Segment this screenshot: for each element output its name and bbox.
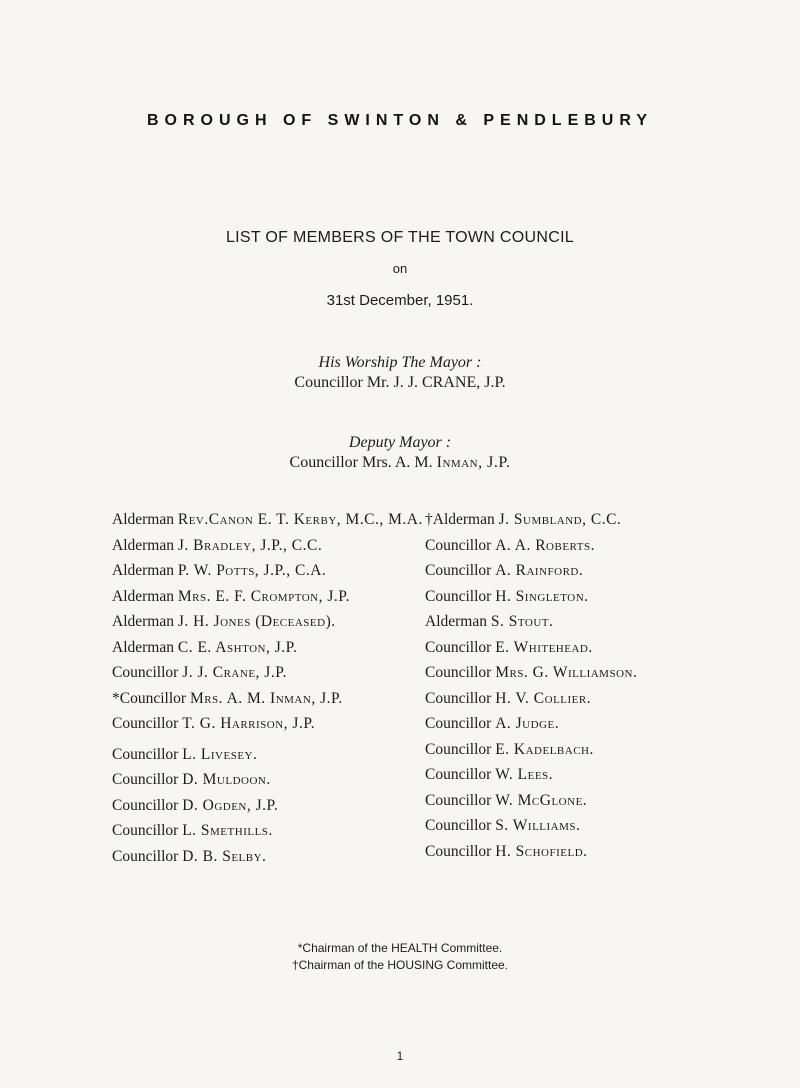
member-row — [112, 660, 423, 686]
member-row — [425, 686, 637, 712]
member-name: Rev.Canon E. T. Kerby, M.C., M.A. — [177, 511, 423, 528]
member-row — [112, 793, 423, 819]
member-title: Councillor — [425, 562, 492, 579]
member-name: H. Singleton. — [495, 587, 589, 605]
member-row — [425, 813, 637, 839]
members-right-column — [425, 507, 637, 864]
member-name: L. Smethills. — [182, 822, 273, 839]
deputy-mayor-block — [0, 434, 800, 472]
footnote-health: *Chairman of the HEALTH Committee. — [297, 941, 503, 955]
member-row — [425, 762, 637, 788]
member-title: Councillor — [425, 766, 492, 783]
member-title: Councillor — [112, 771, 179, 788]
deputy-mayor-name: Inman, J.P. — [436, 454, 511, 471]
member-name: A. A. Roberts. — [495, 536, 595, 554]
member-title: Councillor — [112, 796, 179, 814]
member-title: Councillor — [112, 664, 179, 681]
member-name: J. J. Crane, J.P. — [182, 664, 287, 681]
member-name: C. E. Ashton, J.P. — [177, 638, 298, 656]
member-name: E. Kadelbach. — [495, 740, 594, 758]
member-name: D. Ogden, J.P. — [182, 796, 279, 814]
member-row — [425, 711, 637, 737]
member-title: Councillor — [425, 638, 492, 656]
member-title: †Alderman — [425, 511, 495, 528]
member-row — [425, 788, 637, 814]
member-row — [112, 635, 423, 661]
member-title: Councillor — [425, 740, 492, 758]
member-title: Alderman — [112, 511, 174, 528]
member-name: W. Lees. — [495, 766, 554, 783]
mayor-line — [0, 374, 800, 392]
member-row — [425, 839, 637, 865]
member-row — [425, 609, 637, 635]
page-number: 1 — [396, 1049, 404, 1063]
mayor-name: CRANE, J.P. — [421, 374, 506, 391]
member-title: Councillor — [425, 715, 492, 732]
member-name: J. Sumbland, C.C. — [498, 511, 622, 528]
member-name: D. Muldoon. — [182, 771, 271, 788]
member-title: Councillor — [425, 587, 492, 605]
mayor-block — [0, 354, 800, 392]
on-label: on — [392, 261, 408, 276]
member-row — [425, 737, 637, 763]
member-row — [112, 686, 423, 712]
member-name: Mrs. A. M. Inman, J.P. — [189, 689, 343, 707]
member-name: W. McGlone. — [495, 791, 588, 809]
member-title: Alderman — [112, 638, 174, 656]
member-title: Councillor — [425, 689, 492, 707]
member-name: L. Livesey. — [182, 745, 258, 763]
member-title: *Councillor — [112, 689, 187, 707]
footnote-housing: †Chairman of the HOUSING Committee. — [291, 958, 509, 972]
borough-heading: BOROUGH OF SWINTON & PENDLEBURY — [146, 112, 653, 129]
member-title: Councillor — [112, 745, 179, 763]
member-name: J. H. Jones (Deceased). — [177, 613, 336, 630]
member-row — [112, 767, 423, 793]
member-title: Councillor — [112, 847, 179, 865]
member-title: Alderman — [112, 587, 174, 605]
mayor-role: His Worship The Mayor : — [318, 354, 482, 371]
deputy-mayor-line — [0, 454, 800, 472]
member-row — [112, 533, 423, 559]
member-name: S. Williams. — [495, 817, 581, 834]
list-title: LIST OF MEMBERS OF THE TOWN COUNCIL — [225, 229, 575, 246]
member-row — [112, 711, 423, 737]
footnotes — [0, 940, 800, 974]
member-row — [425, 507, 637, 533]
member-name: T. G. Harrison, J.P. — [182, 715, 316, 732]
member-row — [112, 507, 423, 533]
member-name: D. B. Selby. — [182, 847, 267, 865]
member-row — [425, 635, 637, 661]
member-title: Alderman — [112, 536, 174, 554]
deputy-mayor-title: Councillor Mrs. A. M. — [289, 454, 433, 471]
member-name: Mrs. E. F. Crompton, J.P. — [177, 587, 351, 605]
member-name: H. V. Collier. — [495, 689, 592, 707]
member-row — [112, 742, 423, 768]
member-row — [425, 533, 637, 559]
member-name: Mrs. G. Williamson. — [495, 664, 638, 681]
member-title: Alderman — [425, 613, 487, 630]
members-left-column — [112, 507, 423, 869]
member-name: S. Stout. — [490, 613, 554, 630]
member-row — [112, 844, 423, 870]
member-title: Councillor — [425, 817, 492, 834]
member-row — [112, 584, 423, 610]
member-row — [112, 818, 423, 844]
member-row — [112, 609, 423, 635]
member-title: Councillor — [425, 791, 492, 809]
member-row — [425, 558, 637, 584]
member-name: A. Rainford. — [495, 562, 584, 579]
member-title: Councillor — [112, 715, 179, 732]
member-row — [425, 660, 637, 686]
list-date: 31st December, 1951. — [326, 292, 474, 309]
deputy-mayor-role: Deputy Mayor : — [348, 434, 452, 451]
member-title: Councillor — [425, 664, 492, 681]
member-title: Alderman — [112, 562, 174, 579]
member-name: J. Bradley, J.P., C.C. — [177, 536, 323, 554]
member-title: Councillor — [425, 842, 492, 860]
member-name: A. Judge. — [495, 715, 560, 732]
member-row — [112, 558, 423, 584]
member-title: Alderman — [112, 613, 174, 630]
mayor-title: Councillor Mr. J. J. — [294, 374, 418, 391]
member-title: Councillor — [425, 536, 492, 554]
member-name: P. W. Potts, J.P., C.A. — [177, 562, 327, 579]
member-row — [425, 584, 637, 610]
member-title: Councillor — [112, 822, 179, 839]
member-name: E. Whitehead. — [495, 638, 593, 656]
member-name: H. Schofield. — [495, 842, 588, 860]
